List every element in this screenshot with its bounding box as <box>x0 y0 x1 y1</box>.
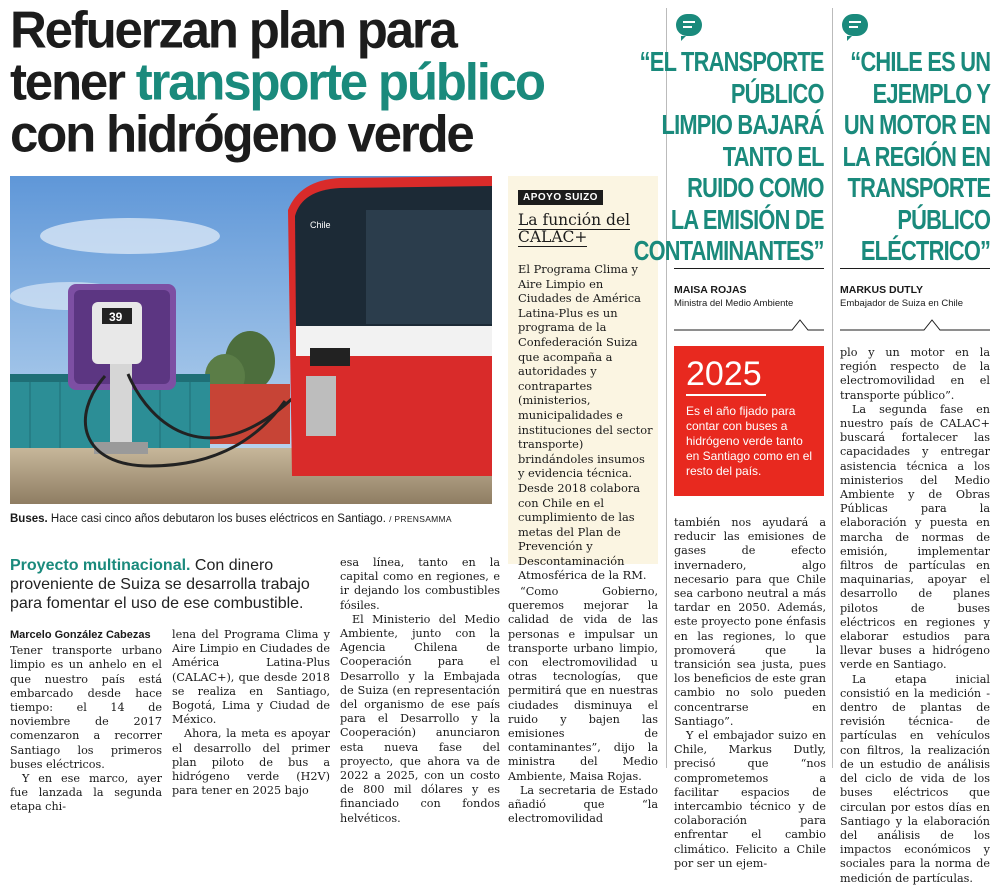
box-title-line-1: La función del <box>518 211 631 229</box>
quote-line: UN MOTOR EN <box>843 109 990 140</box>
paragraph: esa línea, tanto en la capital como en regiones, e ir dejando los combustibles fósiles. <box>340 556 500 612</box>
stat-text: Es el año fijado para contar con buses a hidrógeno verde tanto en Santiago como en el resto del país. <box>686 404 813 478</box>
paragraph: “Como Gobierno, queremos mejorar la calidad de vida de las personas e impulsar un transporte urbano limpio, con electromovilidad u otras tecnologías, que permitirá que en nuestras ciudades disminuya el ruido y bajen las emisiones de contaminantes”, dijo la ministra del Medio Ambiente, Maisa Rojas. <box>508 585 658 783</box>
paragraph: La secretaria de Estado añadió que “la electromovilidad <box>508 783 658 826</box>
quote-line: RUIDO COMO <box>687 172 824 203</box>
bus-brand: Chile <box>310 220 331 230</box>
headline-line-2-start: tener <box>10 52 136 111</box>
quote-2-author: MARKUS DUTLY <box>840 284 924 296</box>
paragraph: La segunda fase en nuestro país de CALAC+ buscará fortalecer las capacidades y entregar asistencia técnica a los ministerios del Medio Ambiente y de Obras Públicas para la elaboración y puesta en marcha de normas de emisión, implementar filtros de partículas en maquinarias, apoyar el desarrollo de planes pilotos de buses eléctricos en regiones y elaborar estudios para llevar buses a hidrógeno verde en Santiago. <box>840 402 990 672</box>
box-tag: APOYO SUIZO <box>518 190 603 205</box>
caption-kicker: Buses. <box>10 513 48 525</box>
paragraph: Y el embajador suizo en Chile, Markus Dutly, precisó que “nos comprometemos a facilitar espacios de intercambio técnico y de colaboración para enfrentar el cambio climático. Felicito a Chile por ser un ejem- <box>674 729 826 870</box>
quote-line: EJEMPLO Y <box>872 77 990 109</box>
photo-credit: / PRENSAMMA <box>389 514 452 524</box>
headline <box>10 0 660 163</box>
article-column-3 <box>340 556 500 826</box>
quote-1-author: MAISA ROJAS <box>674 284 747 296</box>
article-column-5 <box>674 516 826 871</box>
headline-line-1: Refuerzan plan para <box>10 0 456 59</box>
photo-caption <box>10 513 500 525</box>
quote-line: LA REGIÓN EN <box>842 140 990 172</box>
quote-rule <box>674 268 824 269</box>
quote-line: LIMPIO BAJARÁ <box>661 109 824 140</box>
paragraph: plo y un motor en la región respecto de la electromovilidad en el transporte público”. <box>840 346 990 402</box>
charger-display: 39 <box>109 310 123 324</box>
paragraph: también nos ayudará a reducir las emisiones de gases de efecto invernadero, algo necesario para que Chile sea carbono neutral a más tardar en 2050. Además, este proyecto pone énfasis en las regiones, lo que promoverá que la transición sea justa, pues los beneficios de este gran cambio no solo pueden concentrarse en Santiago”. <box>674 516 826 728</box>
paragraph: Y en ese marco, ayer fue lanzada la segunda etapa chi- <box>10 772 162 814</box>
box-title-line-2: CALAC+ <box>518 228 588 246</box>
quote-line: ELÉCTRICO” <box>860 235 990 266</box>
box-body: El Programa Clima y Aire Limpio en Ciudades de América Latina-Plus es un programa de la Confederación Suiza que acompaña a autoridades y contrapartes (ministerios, municipalidades e instituciones del sector transporte) brindándoles insumos y evidencia técnica. Desde 2018 colabora con Chile en el cumplimiento de las metas del Plan de Prevención y Descontaminación Atmosférica de la RM. <box>518 262 653 583</box>
article-column-6 <box>840 346 990 886</box>
byline: Marcelo González Cabezas <box>10 629 151 641</box>
quote-2-role: Embajador de Suiza en Chile <box>840 298 964 309</box>
quote-line: CONTAMINANTES” <box>633 235 824 266</box>
column-divider <box>832 8 833 768</box>
quote-line: PÚBLICO <box>731 77 824 109</box>
quote-line: TANTO EL <box>723 140 824 172</box>
quote-line: “CHILE ES UN <box>850 46 990 77</box>
quote-line: TRANSPORTE <box>847 172 990 203</box>
article-column-2 <box>172 628 330 798</box>
pull-quote-2 <box>842 46 990 267</box>
paragraph: La etapa inicial consistió en la medición -dentro de plantas de revisión técnica- de partículas en vehículos con filtros, la realización de un estudio de análisis del ciclo de vida de los buses eléctricos que circulan por estos días en Santiago y la elaboración del análisis de los impactos económicos y sociales para la norma de medición de partículas. <box>840 672 990 885</box>
lede <box>10 556 330 613</box>
stat-box <box>674 346 824 496</box>
quote-bubble-icon <box>676 14 702 36</box>
quote-bubble-icon <box>842 14 868 36</box>
paragraph: El Ministerio del Medio Ambiente, junto con la Agencia Chilena de Cooperación para el Desarrollo y la Embajada de Suiza (en representación del organismo de ese país para el Desarrollo y la Cooperación) anunciaron esta nueva fase del proyecto, que ahora va de 2022 a 2025, con un costo de 800 mil dólares y es financiado con fondos helvéticos. <box>340 612 500 825</box>
bus-charging-photo <box>10 176 492 504</box>
paragraph: Ahora, la meta es apoyar el desarrollo del primer plan piloto de bus a hidrógeno verde (H2V) para tener en 2025 bajo <box>172 727 330 798</box>
stat-year: 2025 <box>686 354 766 396</box>
quote-line: PÚBLICO <box>897 203 990 235</box>
headline-highlight: transporte público <box>135 52 544 111</box>
paragraph: lena del Programa Clima y Aire Limpio en Ciudades de América Latina-Plus (CALAC+), que desde 2018 se realiza en Santiago, Bogotá, Lima y Ciudad de México. <box>172 628 330 727</box>
quote-line: LA EMISIÓN DE <box>671 203 824 235</box>
lede-text: Con dinero proveniente de Suiza se desarrolla trabajo para fomentar el uso de ese combustible. <box>10 557 310 612</box>
quote-rule <box>840 268 990 269</box>
quote-1-divider <box>674 312 824 332</box>
headline-line-2 <box>10 52 660 111</box>
quote-line: “EL TRANSPORTE <box>639 46 824 77</box>
news-photo <box>10 176 492 504</box>
quote-1-role: Ministra del Medio Ambiente <box>674 298 794 309</box>
article-column-1 <box>10 628 162 815</box>
pull-quote-1 <box>634 46 824 267</box>
caption-text: Hace casi cinco años debutaron los buses eléctricos en Santiago. <box>47 513 386 525</box>
quote-2-divider <box>840 312 990 332</box>
headline-line-3: con hidrógeno verde <box>10 104 473 163</box>
paragraph: Tener transporte urbano limpio es un anhelo en el que nuestro país está embarcado desde hace tiempo: el 14 de noviembre de 2017 comenzaron a recorrer Santiago los primeros buses eléctricos. <box>10 644 162 771</box>
article-column-4 <box>508 585 658 826</box>
lede-kicker: Proyecto multinacional. <box>10 557 191 574</box>
